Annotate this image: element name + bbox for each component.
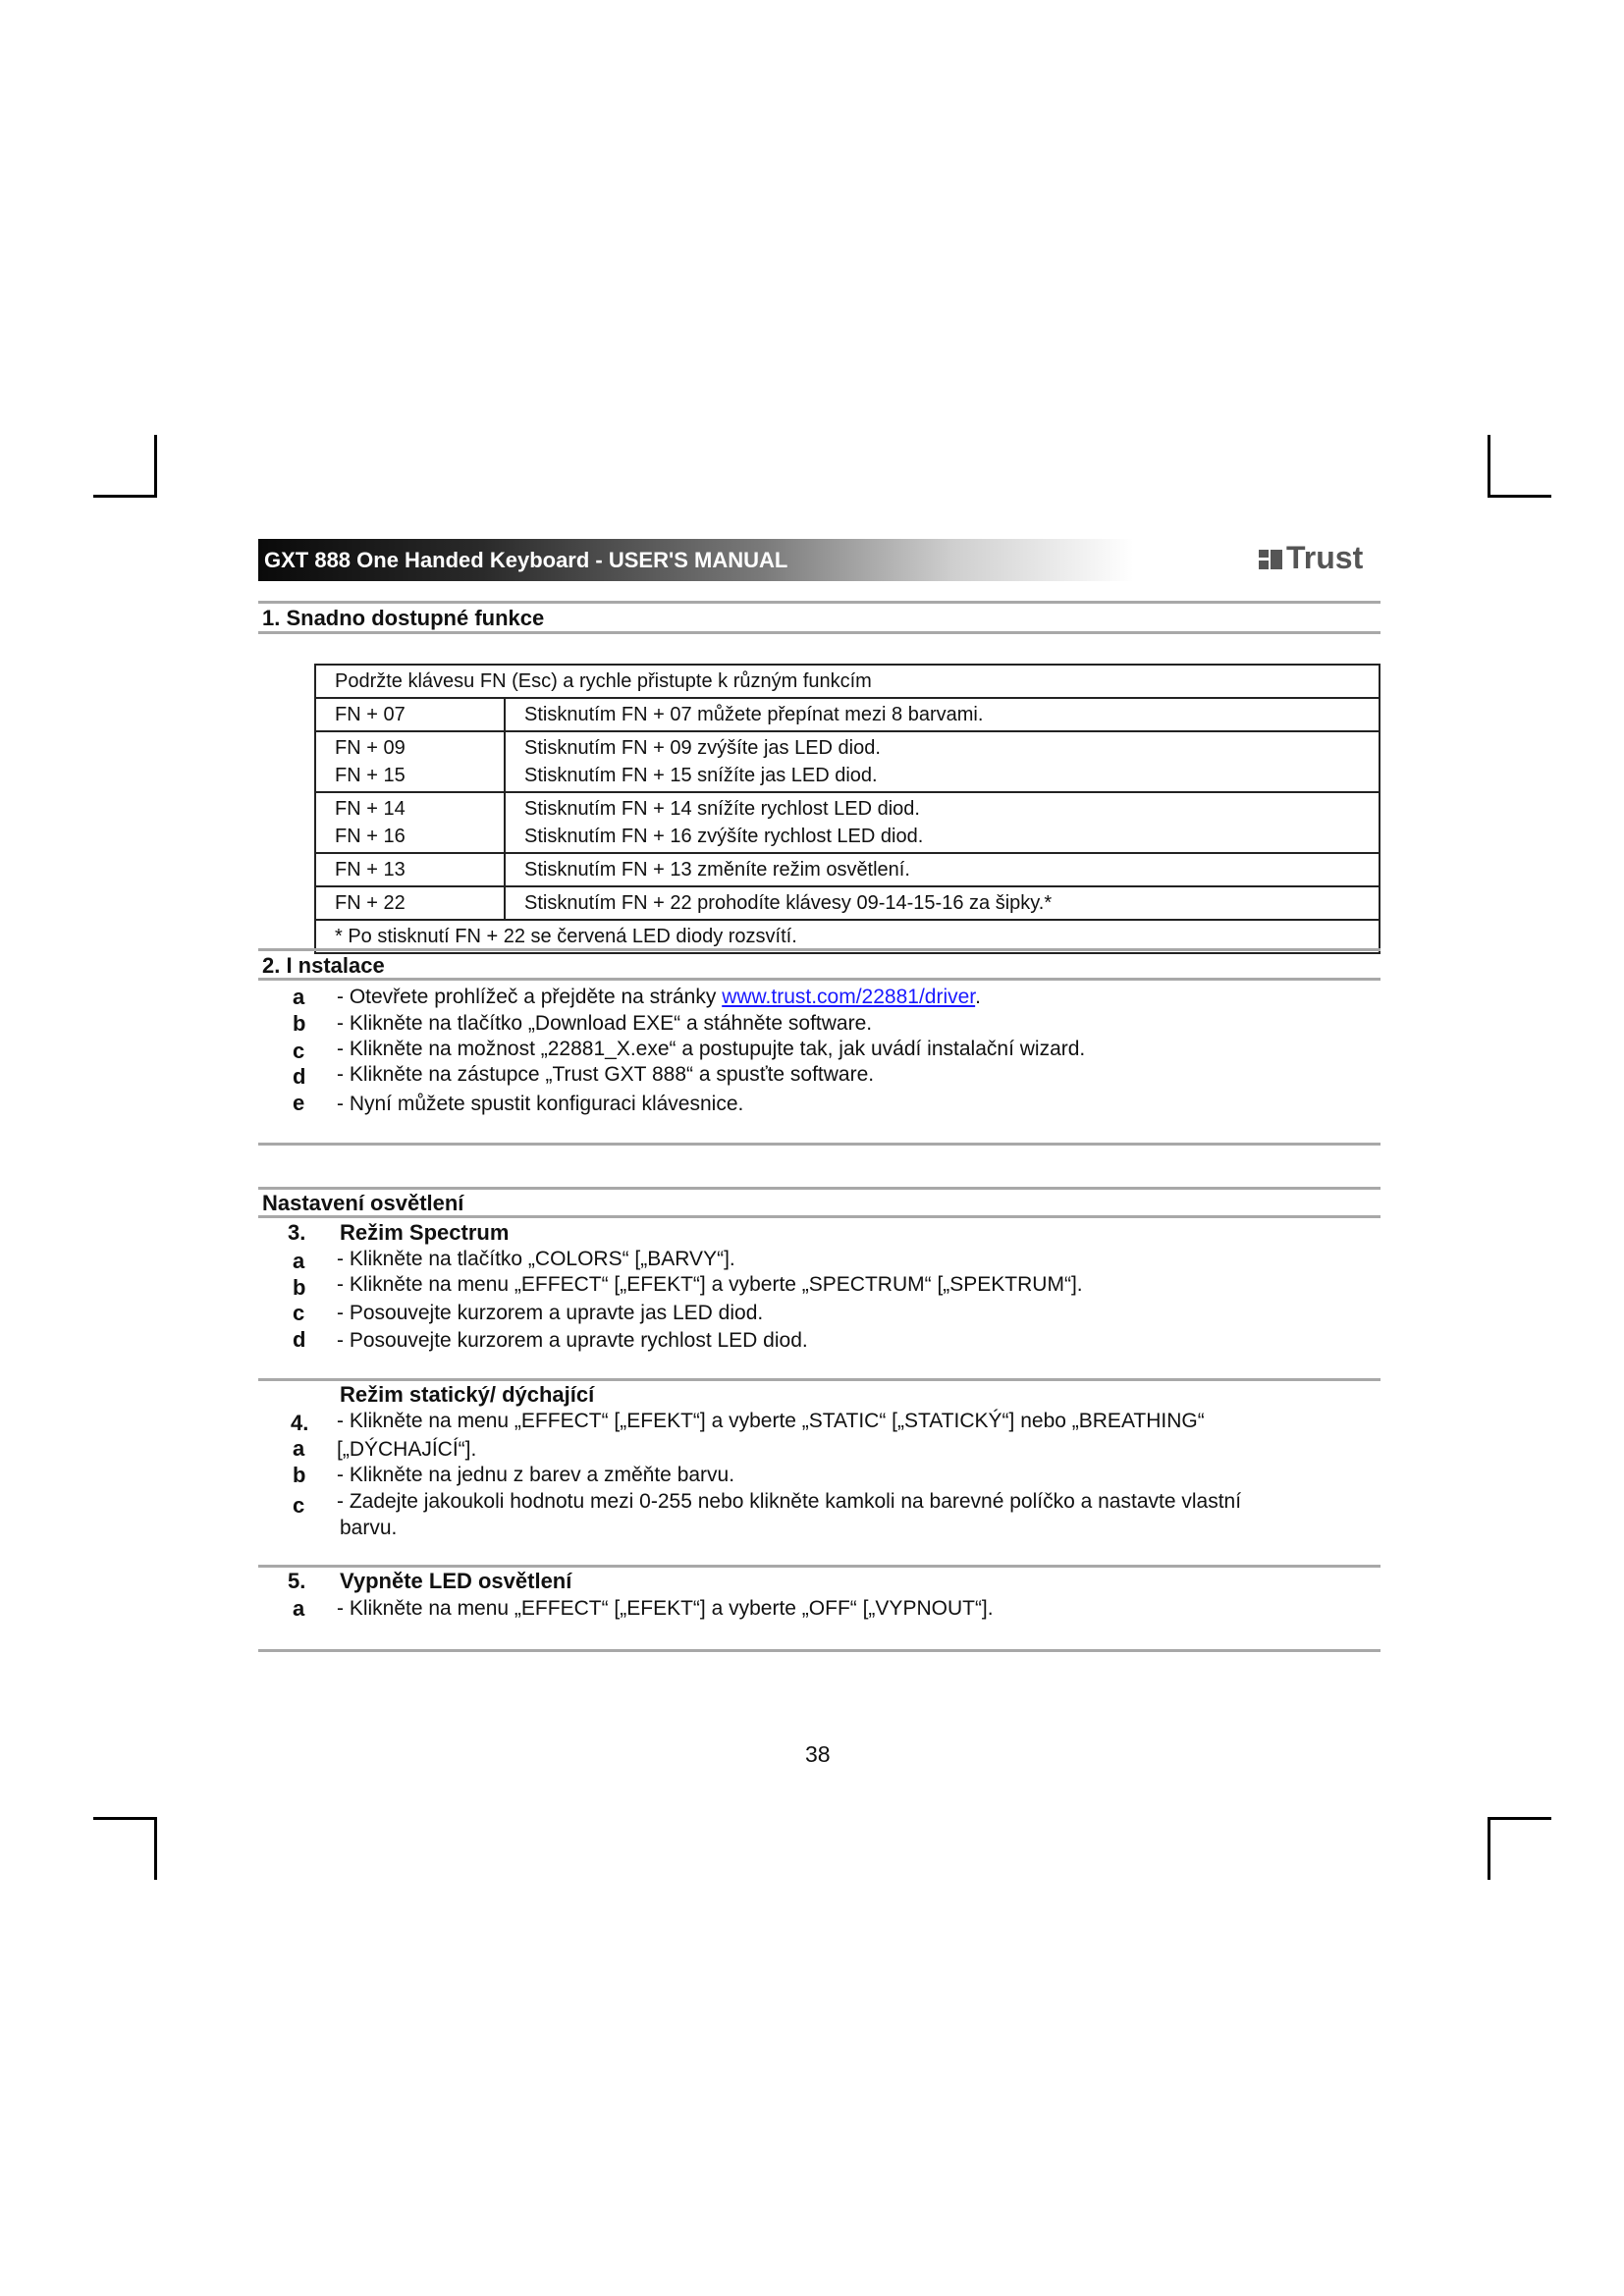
step-marker: a <box>293 1249 305 1273</box>
step-marker: b <box>293 1463 306 1487</box>
divider <box>258 601 1380 604</box>
manual-header-bar <box>258 539 1380 581</box>
crop-mark-bottom-right-h <box>1488 1817 1551 1820</box>
section-3-title: Nastavení osvětlení <box>262 1191 464 1215</box>
step-text: - Klikněte na menu „EFFECT“ [„EFEKT“] a vyberte „OFF“ [„VYPNOUT“]. <box>337 1597 994 1620</box>
step-text: - Nyní můžete spustit konfiguraci klávesnice. <box>337 1093 744 1115</box>
spectrum-mode-title: Režim Spectrum <box>340 1220 510 1245</box>
step-text: [„DÝCHAJÍCÍ“]. <box>337 1438 477 1461</box>
shortcut-description: Stisknutím FN + 22 prohodíte klávesy 09-14-15-16 za šipky.* <box>505 886 1380 920</box>
step-text: - Klikněte na tlačítko „COLORS“ [„BARVY“]. <box>337 1248 735 1270</box>
step-text: - Klikněte na tlačítko „Download EXE“ a stáhněte software. <box>337 1012 873 1035</box>
step-text: - Posouvejte kurzorem a upravte rychlost LED diod. <box>337 1329 808 1352</box>
step-text: - Otevřete prohlížeč a přejděte na stránky www.trust.com/22881/driver. <box>337 986 981 1008</box>
step-marker: b <box>293 1275 306 1300</box>
shortcut-key: FN + 13 <box>315 853 505 886</box>
step-text-continued: barvu. <box>340 1517 398 1539</box>
table-header-row <box>315 665 1380 698</box>
divider <box>258 1378 1380 1381</box>
step-marker: d <box>293 1064 306 1089</box>
table-row <box>315 886 1380 920</box>
shortcut-description: Stisknutím FN + 14 snížíte rychlost LED diod. Stisknutím FN + 16 zvýšíte rychlost LED diod. <box>505 792 1380 853</box>
shortcut-key: FN + 07 <box>315 698 505 731</box>
table-row <box>315 698 1380 731</box>
crop-mark-top-left-h <box>93 495 157 498</box>
table-header: Podržte klávesu FN (Esc) a rychle přistupte k různým funkcím <box>315 665 1380 698</box>
manual-title: GXT 888 One Handed Keyboard - USER'S MANUAL <box>264 548 788 572</box>
step-marker: a <box>293 1596 305 1621</box>
fn-shortcut-table <box>314 664 1380 954</box>
crop-mark-bottom-left-v <box>154 1817 157 1880</box>
step-text: - Klikněte na menu „EFFECT“ [„EFEKT“] a vyberte „STATIC“ [„STATICKÝ“] nebo „BREATHING“ <box>337 1410 1205 1432</box>
step-marker: c <box>293 1301 305 1325</box>
crop-mark-bottom-right-v <box>1488 1817 1490 1880</box>
step-marker: b <box>293 1011 306 1036</box>
step-marker: c <box>293 1493 305 1518</box>
step-number: 4. <box>291 1411 309 1435</box>
divider <box>258 1187 1380 1190</box>
crop-mark-top-left-v <box>154 435 157 498</box>
divider <box>258 1565 1380 1568</box>
trust-logo-text: Trust <box>1286 540 1364 575</box>
step-text: - Klikněte na zástupce „Trust GXT 888“ a spusťte software. <box>337 1063 875 1086</box>
static-mode-title: Režim statický/ dýchající <box>340 1382 595 1407</box>
crop-mark-bottom-left-h <box>93 1817 157 1820</box>
divider <box>258 631 1380 634</box>
step-text: - Zadejte jakoukoli hodnotu mezi 0-255 nebo klikněte kamkoli na barevné políčko a nastavte vlastní <box>337 1490 1242 1513</box>
shortcut-description: Stisknutím FN + 09 zvýšíte jas LED diod. Stisknutím FN + 15 snížíte jas LED diod. <box>505 731 1380 792</box>
divider <box>258 978 1380 981</box>
crop-mark-top-right-h <box>1488 495 1551 498</box>
table-row <box>315 731 1380 792</box>
crop-mark-top-right-v <box>1488 435 1490 498</box>
table-row <box>315 792 1380 853</box>
step-text: - Klikněte na menu „EFFECT“ [„EFEKT“] a vyberte „SPECTRUM“ [„SPEKTRUM“]. <box>337 1273 1083 1296</box>
shortcut-key: FN + 09 FN + 15 <box>315 731 505 792</box>
shortcut-key: FN + 14 FN + 16 <box>315 792 505 853</box>
divider <box>258 1649 1380 1652</box>
step-marker: e <box>293 1091 305 1115</box>
step-marker: c <box>293 1039 305 1063</box>
section-2-title: 2. I nstalace <box>262 953 385 978</box>
divider <box>258 948 1380 951</box>
driver-download-link[interactable]: www.trust.com/22881/driver <box>722 986 976 1008</box>
shortcut-description: Stisknutím FN + 07 můžete přepínat mezi 8 barvami. <box>505 698 1380 731</box>
trust-logo <box>1259 540 1363 576</box>
step-number: 3. <box>288 1220 306 1245</box>
step-number: 5. <box>288 1569 306 1593</box>
step-text: - Klikněte na jednu z barev a změňte barvu. <box>337 1464 735 1486</box>
divider <box>258 1143 1380 1146</box>
step-marker: a <box>293 985 305 1009</box>
page-number: 38 <box>805 1741 831 1767</box>
table-row <box>315 853 1380 886</box>
led-off-title: Vypněte LED osvětlení <box>340 1569 572 1593</box>
section-1-title: 1. Snadno dostupné funkce <box>262 606 545 630</box>
step-marker: d <box>293 1327 306 1352</box>
step-marker: a <box>293 1436 305 1461</box>
trust-logo-icon <box>1259 548 1284 571</box>
step-text: - Klikněte na možnost „22881_X.exe“ a postupujte tak, jak uvádí instalační wizard. <box>337 1038 1086 1060</box>
divider <box>258 1215 1380 1218</box>
step-text: - Posouvejte kurzorem a upravte jas LED diod. <box>337 1302 764 1324</box>
shortcut-description: Stisknutím FN + 13 změníte režim osvětlení. <box>505 853 1380 886</box>
shortcut-key: FN + 22 <box>315 886 505 920</box>
table-note: * Po stisknutí FN + 22 se červená LED diody rozsvítí. <box>315 920 1380 953</box>
